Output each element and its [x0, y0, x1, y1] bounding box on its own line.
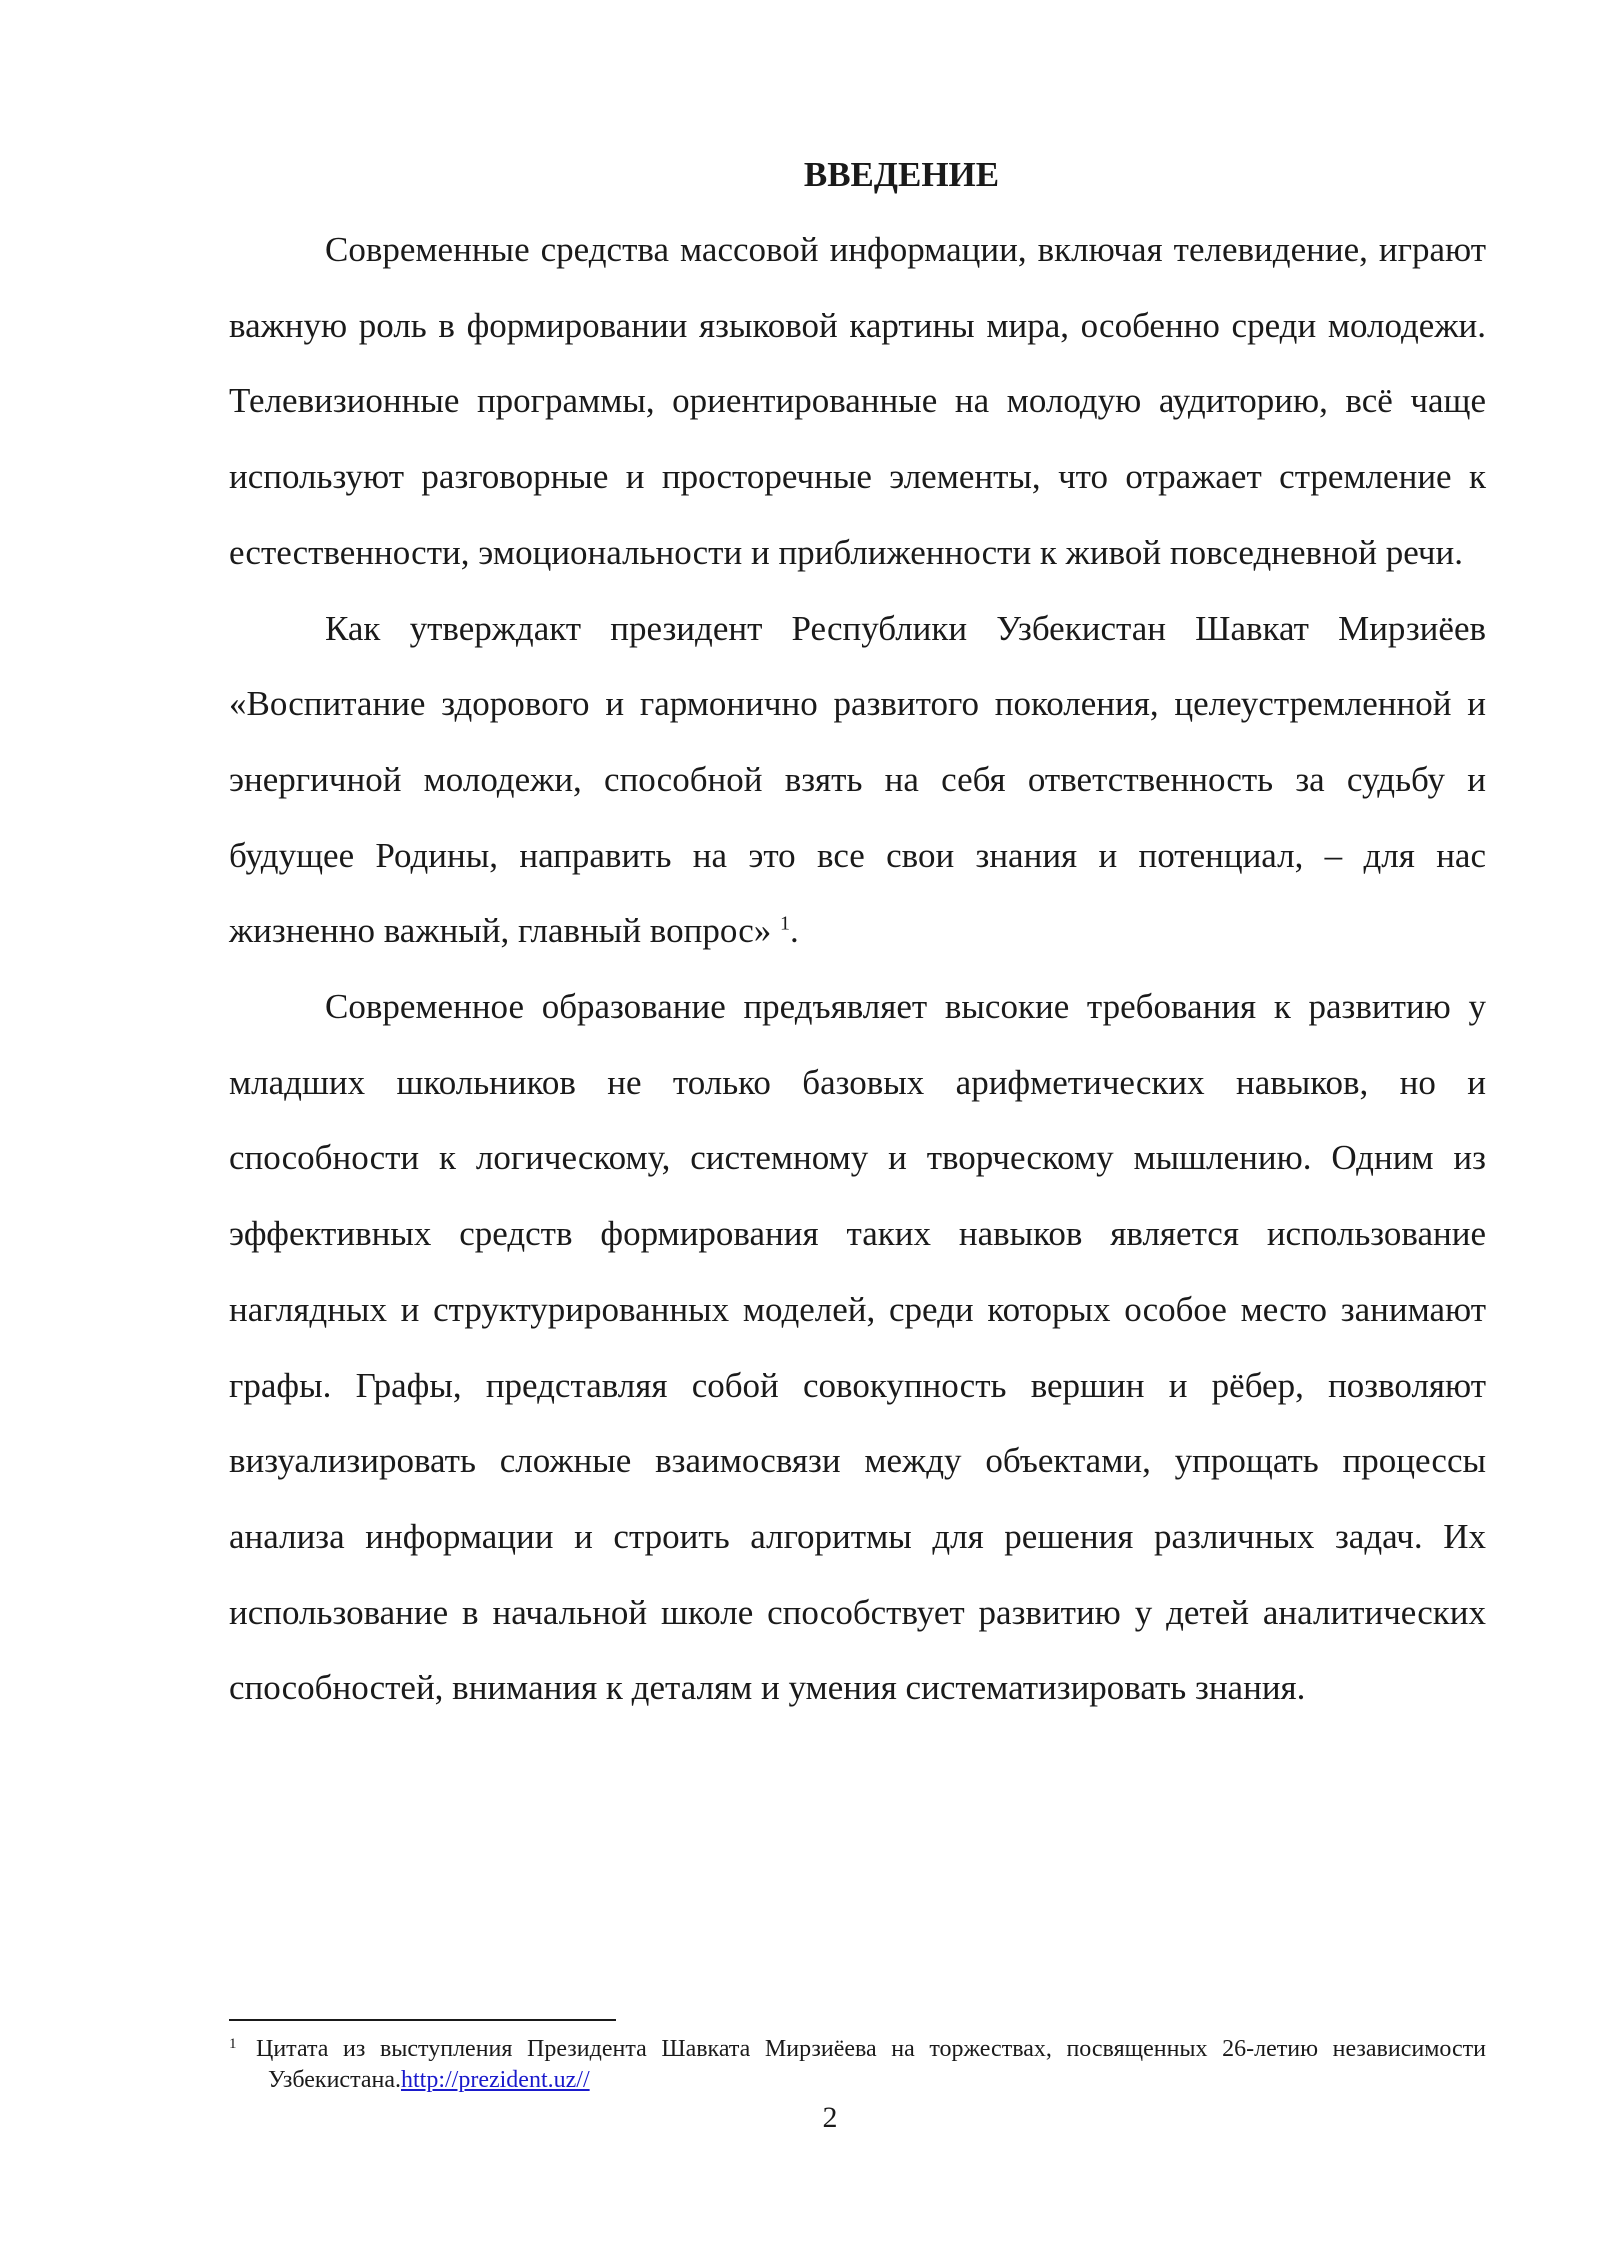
- paragraph-education: [229, 969, 1486, 1726]
- page-number: 2: [822, 2101, 838, 2134]
- paragraph-text: Современные средства массовой информации, включая телевидение, играют важную роль в формировании языковой картины мира, особенно среди молодежи. Телевизионные программы, ориентированные на молодую аудиторию, всё чаще используют разговорные и просторечные элементы, что отражает стремление к естественности, эмоциональности и приближенности к живой повседневной речи.: [229, 230, 1486, 572]
- paragraph-end-punctuation: .: [789, 911, 799, 951]
- paragraph-intro: [229, 212, 1486, 591]
- paragraph-text: Как утверждакт президент Республики Узбекистан Шавкат Мирзиёев «Воспитание здорового и гармонично развитого поколения, целеустремленной и энергичной молодежи, способной взять на себя ответственность за судьбу и будущее Родины, направить на это все свои знания и потенциал, – для нас жизненно важный, главный вопрос»: [229, 608, 1486, 951]
- footnote: [229, 2034, 1486, 2096]
- footnote-text: Цитата из выступления Президента Шавката Мирзиёева на торжествах, посвященных 26-летию независимости Узбекистана.: [256, 2036, 1486, 2093]
- paragraph-quote: [229, 591, 1486, 970]
- footnote-reference[interactable]: 1: [779, 912, 790, 935]
- footnote-mark: 1: [229, 2036, 237, 2052]
- document-body: [229, 212, 1486, 1726]
- page-title: ВВЕДЕНИЕ: [803, 155, 1000, 194]
- paragraph-text: Современное образование предъявляет высокие требования к развитию у младших школьников не только базовых арифметических навыков, но и способности к логическому, системному и творческому мышлению. Одним из эффективных средств формирования таких навыков является использование наглядных и структурированных моделей, среди которых особое место занимают графы. Графы, представляя собой совокупность вершин и рёбер, позволяют визуализировать сложные взаимосвязи между объектами, упрощать процессы анализа информации и строить алгоритмы для решения различных задач. Их использование в начальной школе способствует развитию у детей аналитических способностей, внимания к деталям и умения систематизировать знания.: [229, 987, 1486, 1708]
- footnote-link[interactable]: http://prezident.uz//: [401, 2067, 590, 2093]
- footnote-separator: [229, 2019, 616, 2021]
